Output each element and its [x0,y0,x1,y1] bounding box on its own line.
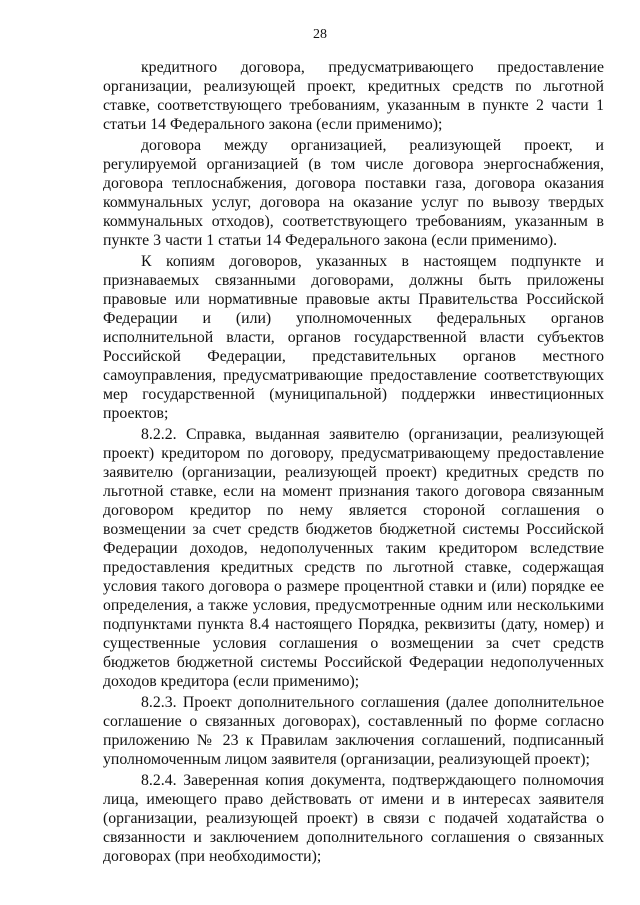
paragraph-8-2-4: 8.2.4. Заверенная копия документа, подтверждающего полномочия лица, имеющего право действовать от имени и в интересах заявителя (организации, реализующей проект) в связи с подачей ходатайства о связанности и заключением дополнительного соглашения о связанных договорах (при необходимости); [103,772,604,865]
paragraph-attached-acts: К копиям договоров, указанных в настоящем подпункте и признаваемых связанными договорами, должны быть приложены правовые или нормативные правовые акты Правительства Российской Федерации и (или) уполномоченных федеральных органов исполнительной власти, органов государственной власти субъектов Российской Федерации, представительных органов местного самоуправления, предусматривающие предоставление соответствующих мер государственной (муниципальной) поддержки инвестиционных проектов; [103,253,604,422]
page-number: 28 [313,27,327,42]
paragraph-credit-agreement: кредитного договора, предусматривающего предоставление организации, реализующей проект, кредитных средств по льготной ставке, соответствующего требованиям, указанным в пункте 2 части 1 статьи 14 Федерального закона (если применимо); [103,59,604,133]
paragraph-regulated-org-agreement: договора между организацией, реализующей проект, и регулируемой организацией (в том числе договора энергоснабжения, договора теплоснабжения, договора поставки газа, договора оказания коммунальных услуг, договора на оказание услуг по вывозу твердых коммунальных отходов), соответствующего требованиям, указанным в пункте 3 части 1 статьи 14 Федерального закона (если применимо). [103,137,604,249]
paragraph-8-2-2: 8.2.2. Справка, выданная заявителю (организации, реализующей проект) кредитором по договору, предусматривающему предоставление заявителю (организации, реализующей проект) кредитных средств по льготной ставке, если на момент признания такого договора связанным договором кредитор по нему является стороной соглашения о возмещении за счет средств бюджетов бюджетной системы Российской Федерации доходов, недополученных таким кредитором вследствие предоставления кредитных средств по льготной ставке, содержащая условия такого договора о размере процентной ставки и (или) порядке ее определения, а также условия, предусмотренные одним или несколькими подпунктами пункта 8.4 настоящего Порядка, реквизиты (дату, номер) и существенные условия соглашения о возмещении за счет средств бюджетов бюджетной системы Российской Федерации недополученных доходов кредитора (если применимо); [103,426,604,690]
document-body [103,58,604,866]
paragraph-8-2-3: 8.2.3. Проект дополнительного соглашения (далее дополнительное соглашение о связанных договорах), составленный по форме согласно приложению № 23 к Правилам заключения соглашений, подписанный уполномоченным лицом заявителя (организации, реализующей проект); [103,694,604,768]
